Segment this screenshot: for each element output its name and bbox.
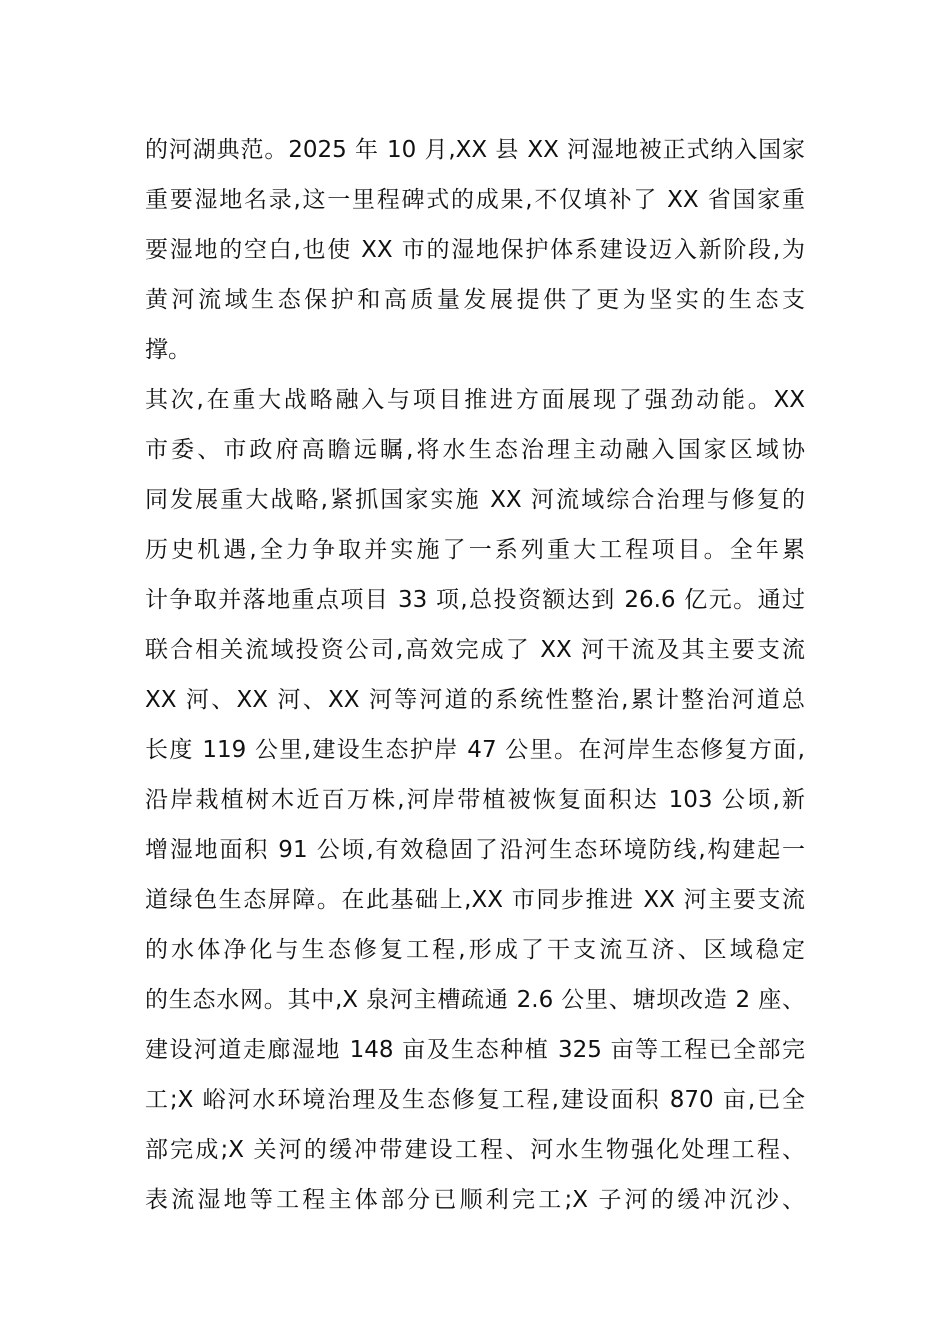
text-line: 的水体净化与生态修复工程,形成了干支流互济、区域稳定 [145,937,805,963]
text-line: 市委、市政府高瞻远瞩,将水生态治理主动融入国家区域协 [145,437,805,463]
text-line: 其次,在重大战略融入与项目推进方面展现了强劲动能。XX [145,387,805,413]
text-line: 道绿色生态屏障。在此基础上,XX 市同步推进 XX 河主要支流 [145,887,805,913]
text-line: 部完成;X 关河的缓冲带建设工程、河水生物强化处理工程、 [145,1137,805,1163]
text-line: 长度 119 公里,建设生态护岸 47 公里。在河岸生态修复方面, [145,737,805,763]
text-line: 沿岸栽植树木近百万株,河岸带植被恢复面积达 103 公顷,新 [145,787,805,813]
text-line: 黄河流域生态保护和高质量发展提供了更为坚实的生态支 [145,287,805,313]
text-line: 联合相关流域投资公司,高效完成了 XX 河干流及其主要支流 [145,637,805,663]
text-line: 同发展重大战略,紧抓国家实施 XX 河流域综合治理与修复的 [145,487,805,513]
text-line: 的河湖典范。2025 年 10 月,XX 县 XX 河湿地被正式纳入国家 [145,137,805,163]
text-line: 的生态水网。其中,X 泉河主槽疏通 2.6 公里、塘坝改造 2 座、 [145,987,805,1013]
text-line: 建设河道走廊湿地 148 亩及生态种植 325 亩等工程已全部完 [145,1037,805,1063]
text-line: 计争取并落地重点项目 33 项,总投资额达到 26.6 亿元。通过 [145,587,805,613]
text-line: 增湿地面积 91 公顷,有效稳固了沿河生态环境防线,构建起一 [145,837,805,863]
text-line: 重要湿地名录,这一里程碑式的成果,不仅填补了 XX 省国家重 [145,187,805,213]
text-line: 历史机遇,全力争取并实施了一系列重大工程项目。全年累 [145,537,805,563]
text-line: 要湿地的空白,也使 XX 市的湿地保护体系建设迈入新阶段,为 [145,237,805,263]
text-line: 表流湿地等工程主体部分已顺利完工;X 子河的缓冲沉沙、 [145,1187,805,1213]
text-line: 工;X 峪河水环境治理及生态修复工程,建设面积 870 亩,已全 [145,1087,805,1113]
text-line: 撑。 [145,337,191,363]
text-line: XX 河、XX 河、XX 河等河道的系统性整治,累计整治河道总 [145,687,805,713]
